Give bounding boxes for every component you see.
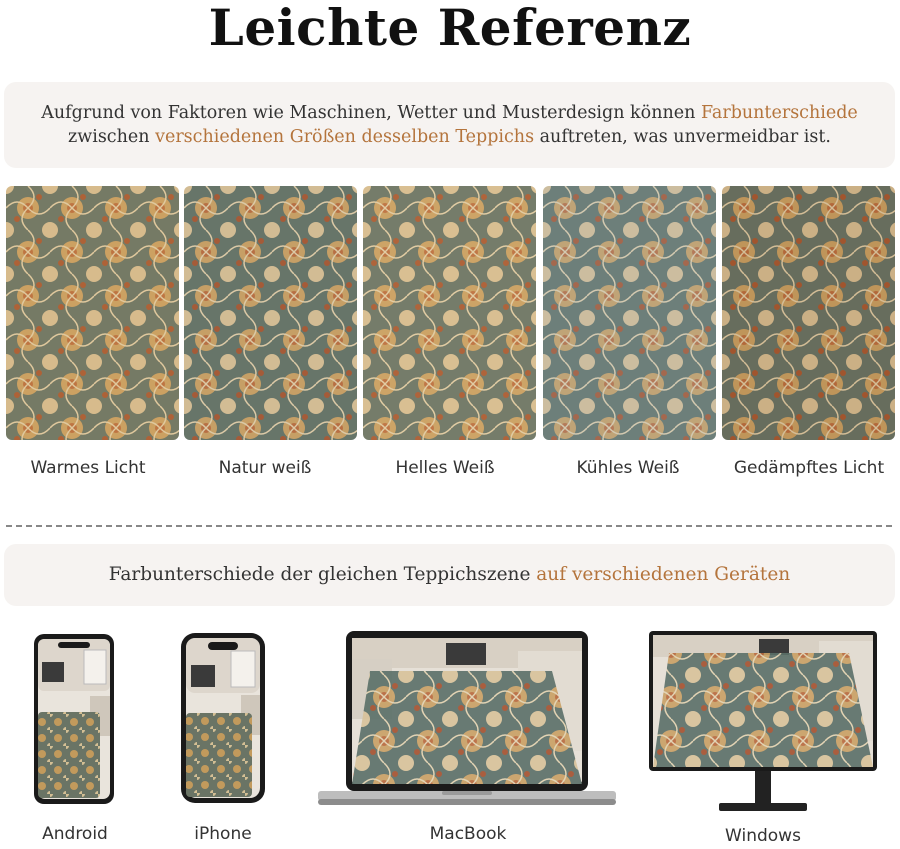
notice-line-1: Aufgrund von Faktoren wie Maschinen, Wetter und Musterdesign können Farbunterschiede (41, 103, 858, 123)
device-label-android: Android (42, 824, 108, 844)
rug-label-bright: Helles Weiß (395, 458, 495, 478)
rug-swatch-bright (363, 186, 536, 440)
section-divider (6, 525, 892, 527)
notice-highlight-2: verschiedenen Größen desselben Teppichs (155, 127, 535, 147)
iphone-icon (181, 633, 265, 803)
rug-swatch-natural (184, 186, 357, 440)
devices-banner: Farbunterschiede der gleichen Teppichszene auf verschiedenen Geräten (4, 544, 895, 606)
rug-swatch-cool (543, 186, 716, 440)
rug-swatch-warm (6, 186, 179, 440)
page-title: Leichte Referenz (208, 0, 692, 57)
notice-highlight-1: Farbunterschiede (700, 103, 858, 123)
rug-label-natural: Natur weiß (218, 458, 312, 478)
rug-swatch-dimmed (722, 186, 895, 440)
macbook-icon (318, 631, 616, 807)
rug-label-cool: Kühles Weiß (576, 458, 680, 478)
rug-label-dimmed: Gedämpftes Licht (733, 458, 885, 478)
devices-highlight: auf verschiedenen Geräten (536, 564, 791, 585)
device-label-iphone: iPhone (194, 824, 252, 844)
windows-monitor-icon (649, 631, 877, 815)
android-phone-icon (34, 634, 114, 804)
device-label-windows: Windows (725, 826, 801, 846)
notice-line-2: zwischen verschiedenen Größen desselben Teppichs auftreten, was unvermeidbar ist. (68, 127, 831, 147)
rug-label-warm: Warmes Licht (30, 458, 146, 478)
device-label-macbook: MacBook (429, 824, 507, 844)
notice-banner (4, 82, 895, 168)
